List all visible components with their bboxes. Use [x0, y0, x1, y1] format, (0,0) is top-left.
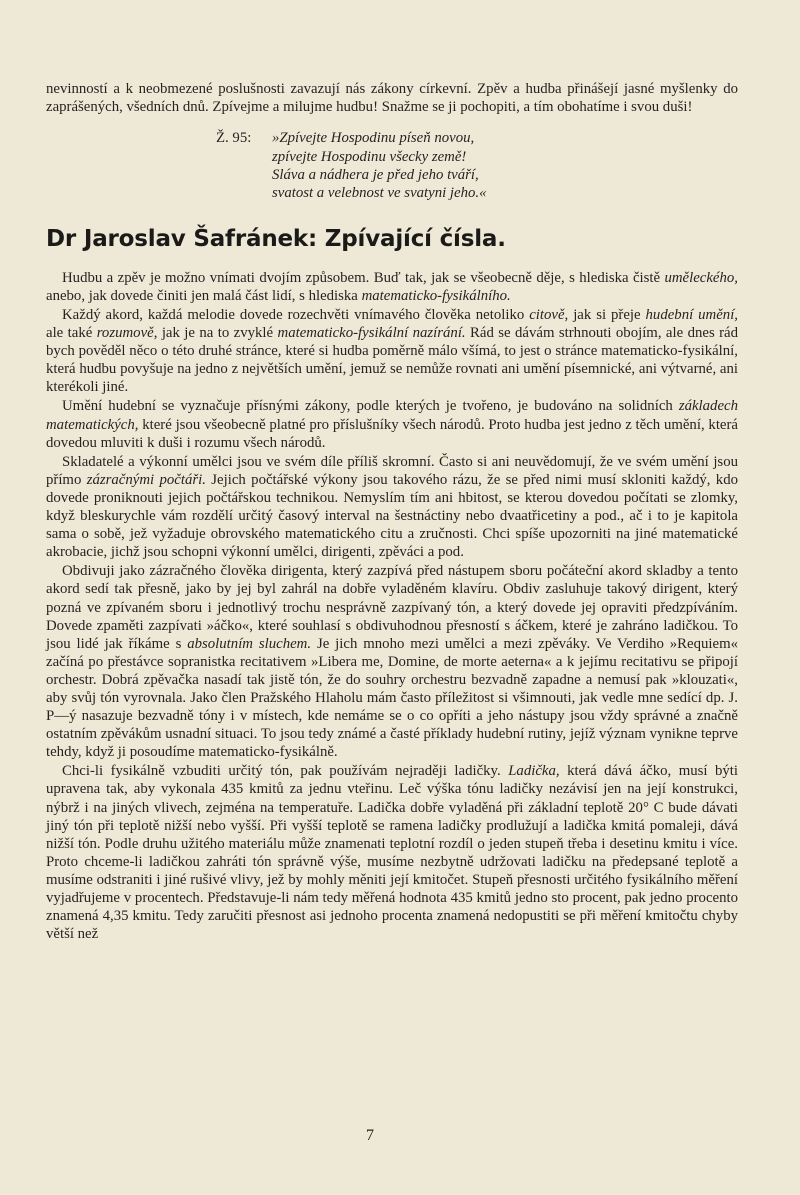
article-title: Dr Jaroslav Šafránek: Zpívající čísla. [46, 225, 506, 252]
psalm-line: »Zpívejte Hospodinu píseň novou, [272, 130, 475, 147]
article-paragraph-1: Hudbu a zpěv je možno vnímati dvojím způsobem. Buď tak, jak se všeobecně děje, s hlediska čistě uměleckého, anebo, jak dovede činiti jen malá část lidí, s hlediska matematicko-fysikálního. [46, 269, 738, 304]
page-number: 7 [366, 1127, 374, 1144]
psalm-line: Sláva a nádhera je před jeho tváří, [272, 167, 479, 183]
psalm-line: zpívejte Hospodinu všecky země! [272, 148, 467, 165]
psalm-quote [216, 129, 738, 203]
page-body [46, 80, 738, 943]
psalm-lines [272, 129, 738, 203]
psalm-line: svatost a velebnost ve svatyni jeho.« [272, 185, 487, 202]
article-paragraph-2: Každý akord, každá melodie dovede rozechvěti vnímavého člověka netoliko citově, jak si přeje hudební umění, ale také rozumově, jak je na to zvyklé matematicko-fysikální nazírání. Rád se dávám strhnouti obojím, ale dnes rád bych pověděl něco o této druhé stránce, které si hudba poměrně málo všímá, to jest o stránce matematicko-fysikální, která hudbu povyšuje na jedno z největších umění, jemuž se nemůže rovnati ani umění písemnické, ani výtvarné, ani kterékoli jiné. [46, 307, 739, 396]
article-paragraph-4: Skladatelé a výkonní umělci jsou ve svém díle příliš skromní. Často si ani neuvědomují, že ve svém umění jsou přímo zázračnými počtáři. Jejich počtářské výkony jsou takového rázu, že se před nimi musí skloniti každý, kdo dovede proniknouti jejich počtářskou technikou. Nemyslím tím ani hbitost, se kterou dovedou počítati se zlomky, když bleskurychle vám rozdělí určitý časový interval na šestnáctiny nebo dvaatřicetiny a pod., ač i to je kapitola sama o sobě, jež vyžaduje obrovského matematického citu a zručnosti. Chci spíše upozorniti na jiné matematické akrobacie, jichž jsou schopni výkonní umělci, dirigenti, zpěváci a pod. [46, 453, 738, 561]
intro-paragraph: nevinností a k neobmezené poslušnosti zavazují nás zákony církevní. Zpěv a hudba přinášejí jasné myšlenky do zaprášených, všedních dnů. Zpívejme a milujme hudbu! Snažme se ji pochopiti, a tím obohatíme i svou duši! [46, 81, 738, 116]
article-paragraph-3: Umění hudební se vyznačuje přísnými zákony, podle kterých je tvořeno, je budováno na solidních základech matematických, které jsou všeobecně platné pro příslušníky všech národů. Proto hudba jest jedno z těch umění, která dovedou mluviti k duši i rozumu všech národů. [46, 398, 738, 451]
psalm-reference: Ž. 95: [216, 130, 252, 147]
article-paragraph-5: Obdivuji jako zázračného člověka dirigenta, který zazpívá před nástupem sboru počáteční akord skladby a tento akord sedí tak přesně, jako by jej byl zahrál na dobře vyladěném klavíru. Obdiv zasluhuje takový dirigent, který pozná ve zpívaném sboru i jednotlivý trochu nesprávně zazpívaný tón, a který dovede jej opraviti předzpíváním. Dovede zpaměti zazpívati »áčko«, které souhlasí s obdivuhodnou přesností s áčkem, které je zahráno ladičkou. To jsou lidé jak říkáme s absolutním sluchem. Je jich mnoho mezi umělci a mezi zpěváky. Ve Verdiho »Requiem« začíná po přestávce sopranistka recitativem »Libera me, Domine, de morte aeterna« a k jejímu recitativu se připojí orchestr. Dobrá zpěvačka nasadí tak jistě tón, že do souhry orchestru bezvadně zapadne a nemusí pak »klouzati«, aby svůj tón vyrovnala. Jako člen Pražského Hlaholu mám často příležitost si všimnouti, jak vedle mne sedící dp. J. P—ý nasazuje bezvadně tóny i v místech, kde nemáme se o co opříti a jeho nástupy jsou vždy správné a značně ostatním zpěvákům usnadní situaci. To jsou tedy známé a časté příklady hudební rutiny, jejíž význam vynikne teprve tehdy, když ji posoudíme matematicko-fysikálně. [46, 563, 738, 761]
article-paragraph-6: Chci-li fysikálně vzbuditi určitý tón, pak používám nejraději ladičky. Ladička, která dává áčko, musí býti upravena tak, aby vykonala 435 kmitů za jednu vteřinu. Leč výška tónu ladičky nezávisí jen na její konstrukci, nýbrž i na jiných vlivech, zejména na temperatuře. Ladička dobře vyladěná při základní teplotě 20° C bude dávati jiný tón při teplotě nižší nebo vyšší. Při vyšší teplotě se ramena ladičky prodlužují a ladička kmitá pomaleji, dává nižší tón. Podle druhu užitého materiálu může znamenati teplotní rozdíl o jeden stupeň třeba i desetinu kmitu i více. Proto chceme-li ladičkou zahráti tón správně výše, musíme nezbytně udržovati ladičku na předepsané teplotě a musíme odstraniti i jiné rušivé vlivy, jež by mohly měniti její kmitočet. Stupeň přesnosti určitého fysikálního měření vyjadřujeme v procentech. Představuje-li nám tedy měřená hodnota 435 kmitů jedno sto procent, pak jedno procento znamená 4,35 kmitu. Tedy zaručiti přesnost asi jednoho procenta znamená nedopustiti se při měření kmitočtu chyby větší než [46, 763, 738, 943]
